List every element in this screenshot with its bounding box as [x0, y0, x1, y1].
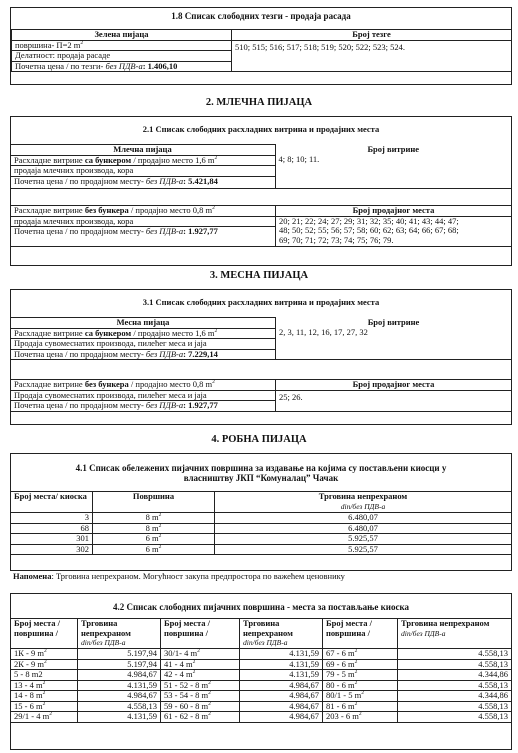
- section-4-2-title: 4.2 Списак слободних пијачних површина - места за постављање киоска: [112, 602, 410, 612]
- place-cell: 80/1 - 5 $m^2$: [323, 691, 398, 702]
- place-cell: 79 - 5 $m^2$: [323, 670, 398, 681]
- row-meat-products: Продаја сувомеснатих производа, пилећег меса и јаја: [11, 339, 276, 350]
- table-row: [11, 649, 512, 660]
- price-cell: 4.984,67: [78, 691, 161, 702]
- table-3-1-b: [10, 379, 512, 412]
- sales-place-numbers-3: 25; 26.: [276, 390, 512, 411]
- table-4-2-body: [11, 649, 512, 723]
- price-cell: 4.131,59: [78, 712, 161, 723]
- col-head-sales-place-number: Број продајног места: [276, 206, 512, 217]
- price-cell: 5.197,94: [78, 649, 161, 660]
- table-4-1: [10, 491, 512, 555]
- col-head-sales-place-number-3: Број продајног места: [276, 380, 512, 391]
- price-cell: 4.984,67: [78, 670, 161, 681]
- col-head-trade-41: Трговина непрехрaном din/без ПДВ-а: [215, 492, 512, 513]
- table-3-1-a: [10, 317, 512, 360]
- row-price-no-bunker: Почетна цена / по продајном месту- без ПДВ-а: 1.927,77: [11, 227, 276, 247]
- price-cell: 4.558,13: [398, 659, 512, 670]
- section-3-1: [10, 289, 512, 425]
- row-dairy-products-b: продаја млечних производа, кора: [11, 216, 276, 227]
- table-2-1-a: [10, 144, 512, 189]
- col-head-kiosk-number: Број места/ киоска: [11, 492, 93, 513]
- table-row: 302 6 $m^2$ 5.925,57: [11, 544, 512, 555]
- showcase-numbers: 4; 8; 10; 11.: [275, 155, 512, 188]
- price-cell: 4.558,13: [398, 680, 512, 691]
- row-showcase-bunker-3: Расхладне витрине са бункером / продајно место 1,6 $m^2$: [11, 328, 276, 339]
- place-cell: 30/1- 4 $m^2$: [161, 649, 240, 660]
- row-showcase-bunker: Расхладне витрине са бункером / продајно место 1,6 $m^2$: [11, 155, 276, 166]
- col-head-green-market: Зелена пијаца: [12, 30, 232, 41]
- col-head-showcase-number: Број витрине: [275, 145, 512, 156]
- row-area: површина- П=2 $m^2$: [12, 40, 232, 51]
- heading-goods-market: 4. РОБНА ПИЈАЦА: [211, 434, 307, 445]
- section-4-1: [10, 453, 512, 581]
- col-head-place-3: Број места / површина /: [323, 619, 398, 649]
- place-cell: 41 - 4 $m^2$: [161, 659, 240, 670]
- price-cell: 4.558,13: [398, 701, 512, 712]
- place-cell: 42 - 4 $m^2$: [161, 670, 240, 681]
- sales-place-numbers: 20; 21; 22; 24; 27; 29; 31; 32; 35; 40; 41; 43; 44; 47; 48; 50; 52; 55; 56; 57; 58; 60; 62; 63; 64; 66; 67; 68; 69; 70; 71; 72; 73; 74; 75; 76; 79.: [276, 216, 512, 247]
- place-cell: 14 - 8 $m^2$: [11, 691, 78, 702]
- price-cell: 4.131,59: [240, 670, 323, 681]
- section-4-1-title: 4.1 Списак обележених пијачних површина за издавање на којима су постављени киосци у власништву ЈКП “Комуналац” Чачак: [75, 463, 447, 483]
- table-1-8: [11, 29, 512, 72]
- place-cell: 29/1 - 4 $m^2$: [11, 712, 78, 723]
- place-cell: 203 - 6 $m^2$: [323, 712, 398, 723]
- section-3-1-title: 3.1 Списак слободних расхладних витрина и продајних места: [142, 297, 380, 307]
- price-cell: 4.344,86: [398, 670, 512, 681]
- table-row: 3 8 $m^2$ 6.480,07: [11, 513, 512, 524]
- price-cell: 4.984,67: [240, 712, 323, 723]
- price-cell: 4.984,67: [240, 691, 323, 702]
- table-row: 68 8 $m^2$ 6.480,07: [11, 523, 512, 534]
- place-cell: 69 - 6 $m^2$: [323, 659, 398, 670]
- place-cell: 67 - 6 $m^2$: [323, 649, 398, 660]
- place-cell: 13 - 4 $m^2$: [11, 680, 78, 691]
- row-price-bunker-3: Почетна цена / по продајном месту- без ПДВ-а: 7.229,14: [11, 349, 276, 360]
- col-head-trade-1: Трговина непрехраном din/без ПДВ-а: [78, 619, 161, 649]
- table-row: [11, 670, 512, 681]
- place-cell: 5 - 8 m2: [11, 670, 78, 681]
- row-meat-products-b: Продаја сувомеснатих производа, пилећег меса и јаја: [11, 390, 276, 401]
- row-showcase-no-bunker: Расхладне витрине без бункера / продајно место 0,8 $m^2$: [11, 206, 276, 217]
- place-cell: 2К - 9 $m^2$: [11, 659, 78, 670]
- place-cell: 61 - 62 - 8 $m^2$: [161, 712, 240, 723]
- showcase-numbers-3: 2, 3, 11, 12, 16, 17, 27, 32: [276, 328, 512, 360]
- col-head-showcase-number-3: Број витрине: [276, 318, 512, 329]
- table-row: [11, 680, 512, 691]
- section-2-1: [10, 116, 512, 266]
- table-2-1-b: [10, 205, 512, 247]
- heading-meat-market: 3. МЕСНА ПИЈАЦА: [209, 270, 309, 281]
- price-cell: 4.558,13: [398, 649, 512, 660]
- table-row: [11, 701, 512, 712]
- place-cell: 51 - 52 - 8 $m^2$: [161, 680, 240, 691]
- section-4-2: [10, 593, 512, 750]
- price-cell: 4.344,86: [398, 691, 512, 702]
- place-cell: 59 - 60 - 8 $m^2$: [161, 701, 240, 712]
- col-head-dairy-market: Млечна пијаца: [11, 145, 276, 156]
- price-cell: 4.131,59: [240, 649, 323, 660]
- section-2-1-title: 2.1 Списак слободних расхладних витрина и продајних места: [142, 124, 380, 134]
- table-4-2: [10, 618, 512, 723]
- place-cell: 53 - 54 - 8 $m^2$: [161, 691, 240, 702]
- col-head-area: Површина: [93, 492, 215, 513]
- col-head-meat-market: Месна пијаца: [11, 318, 276, 329]
- row-activity: Делатност: продаја расаде: [12, 51, 232, 62]
- row-price-bunker: Почетна цена / по продајном месту- без ПДВ-а: 5.421,84: [11, 176, 276, 188]
- place-cell: 1К - 9 $m^2$: [11, 649, 78, 660]
- price-cell: 4.131,59: [240, 659, 323, 670]
- row-price: Почетна цена / по тезги- без ПДВ-а: 1.406,10: [12, 61, 232, 72]
- row-price-no-bunker-3: Почетна цена / по продајном месту- без ПДВ-а: 1.927,77: [11, 401, 276, 412]
- col-head-place-2: Број места / површина /: [161, 619, 240, 649]
- price-cell: 4.558,13: [78, 701, 161, 712]
- col-head-trade-2: Трговина непрехраном din/без ПДВ-а: [240, 619, 323, 649]
- price-cell: 4.984,67: [240, 680, 323, 691]
- heading-dairy-market: 2. МЛЕЧНА ПИЈАЦА: [205, 97, 313, 108]
- price-cell: 5.197,94: [78, 659, 161, 670]
- table-row: [11, 712, 512, 723]
- row-showcase-no-bunker-3: Расхладне витрине без бункера / продајно место 0,8 $m^2$: [11, 380, 276, 391]
- table-row: 301 6 $m^2$ 5.925,57: [11, 534, 512, 545]
- place-cell: 15 - 6 $m^2$: [11, 701, 78, 712]
- price-cell: 4.131,59: [78, 680, 161, 691]
- place-cell: 81 - 6 $m^2$: [323, 701, 398, 712]
- stall-numbers: 510; 515; 516; 517; 518; 519; 520; 522; 523; 524.: [232, 40, 512, 72]
- row-dairy-products: продаја млечних производа, кора: [11, 166, 276, 177]
- col-head-place-1: Број места / површина /: [11, 619, 78, 649]
- price-cell: 4.558,13: [398, 712, 512, 723]
- col-head-stall-number: Број тезге: [232, 30, 512, 41]
- col-head-trade-3: Трговина непрехраном din/без ПДВ-а: [398, 619, 512, 649]
- table-row: [11, 659, 512, 670]
- section-1-8-title: 1.8 Списак слободних тезги - продаја расада: [171, 11, 351, 21]
- note-4-1: Напомена: Трговина непрехраном. Могућност закупа предпростора по важећем ценовнику: [13, 571, 345, 581]
- price-cell: 4.984,67: [240, 701, 323, 712]
- place-cell: 80 - 6 $m^2$: [323, 680, 398, 691]
- table-row: [11, 691, 512, 702]
- section-1-8: [10, 7, 512, 85]
